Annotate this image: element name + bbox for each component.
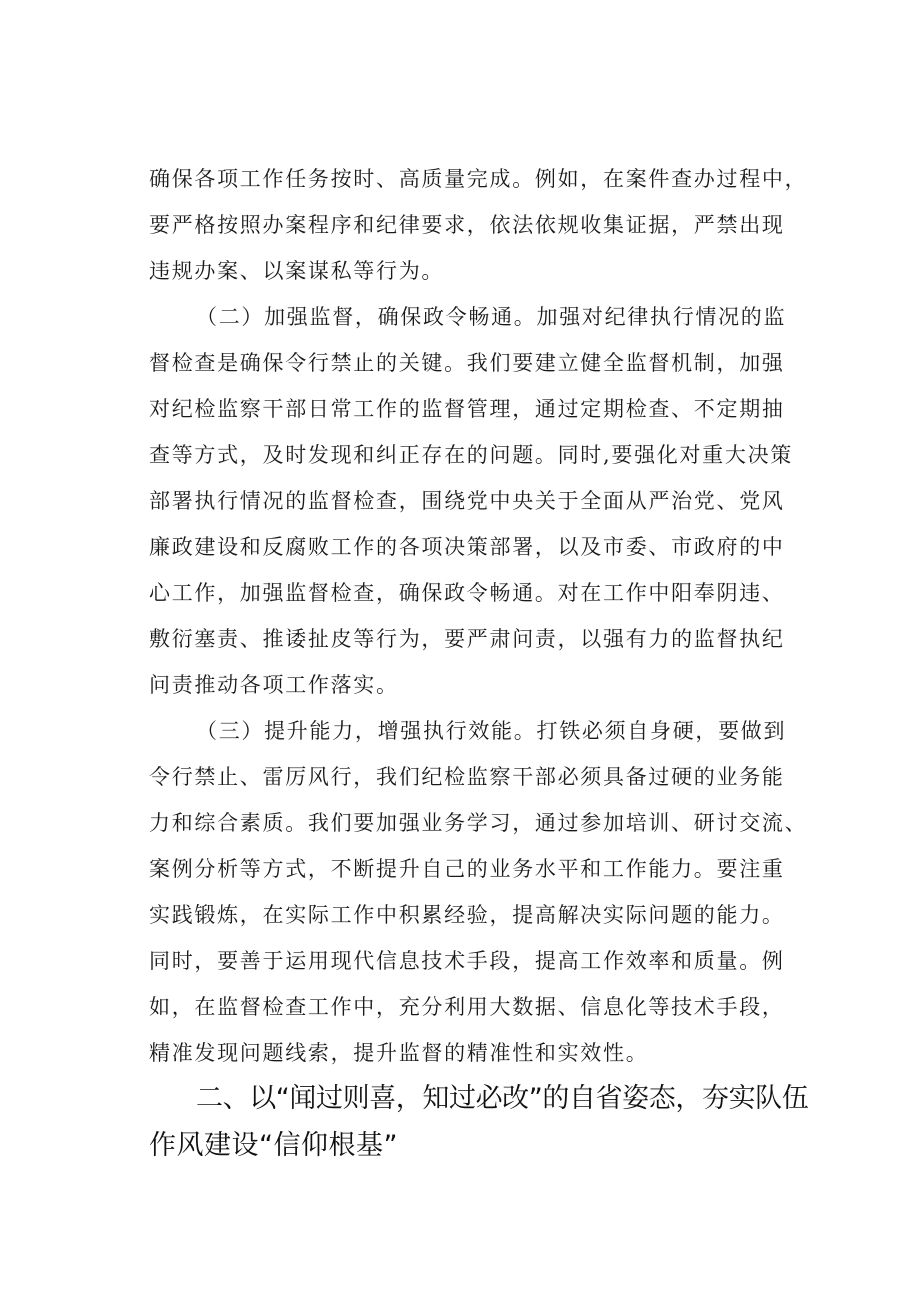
text-line: 实践锻炼，在实际工作中积累经验，提高解决实际问题的能力。 <box>149 903 785 927</box>
text-line: 查等方式，及时发现和纠正存在的问题。同时,要强化对重大决策 <box>149 443 793 467</box>
text-line: 如，在监督检查工作中，充分利用大数据、信息化等技术手段， <box>149 995 785 1019</box>
text-line: 对纪检监察干部日常工作的监督管理，通过定期检查、不定期抽 <box>149 397 785 421</box>
text-line: 令行禁止、雷厉风行，我们纪检监察干部必须具备过硬的业务能 <box>149 765 785 789</box>
text-line: 力和综合素质。我们要加强业务学习，通过参加培训、研讨交流、 <box>149 811 808 835</box>
text-line: 要严格按照办案程序和纪律要求，依法依规收集证据，严禁出现 <box>149 213 785 237</box>
text-line: 部署执行情况的监督检查，围绕党中央关于全面从严治党、党风 <box>149 489 785 513</box>
text-line: 心工作，加强监督检查，确保政令畅通。对在工作中阳奉阴违、 <box>149 581 785 605</box>
text-line: 督检查是确保令行禁止的关键。我们要建立健全监督机制，加强 <box>149 351 785 375</box>
text-line: 敷衍塞责、推诿扯皮等行为，要严肃问责，以强有力的监督执纪 <box>149 627 785 651</box>
text-line: 确保各项工作任务按时、高质量完成。例如，在案件查办过程中， <box>149 167 808 191</box>
text-line: 廉政建设和反腐败工作的各项决策部署，以及市委、市政府的中 <box>149 535 785 559</box>
text-line: 精准发现问题线索，提升监督的精准性和实效性。 <box>149 1041 649 1065</box>
text-line: 案例分析等方式，不断提升自己的业务水平和工作能力。要注重 <box>149 857 785 881</box>
text-line: 同时，要善于运用现代信息技术手段，提高工作效率和质量。例 <box>149 949 785 973</box>
text-line: 问责推动各项工作落实。 <box>149 673 399 697</box>
text-line: （二）加强监督，确保政令畅通。加强对纪律执行情况的监 <box>196 305 787 329</box>
text-line: 违规办案、以案谋私等行为。 <box>149 259 445 283</box>
heading-line: 作风建设“信仰根基” <box>149 1130 398 1161</box>
heading-line: 二、以“闻过则喜，知过必改”的自省姿态，夯实队伍 <box>196 1083 809 1114</box>
text-line: （三）提升能力，增强执行效能。打铁必须自身硬，要做到 <box>196 719 787 743</box>
